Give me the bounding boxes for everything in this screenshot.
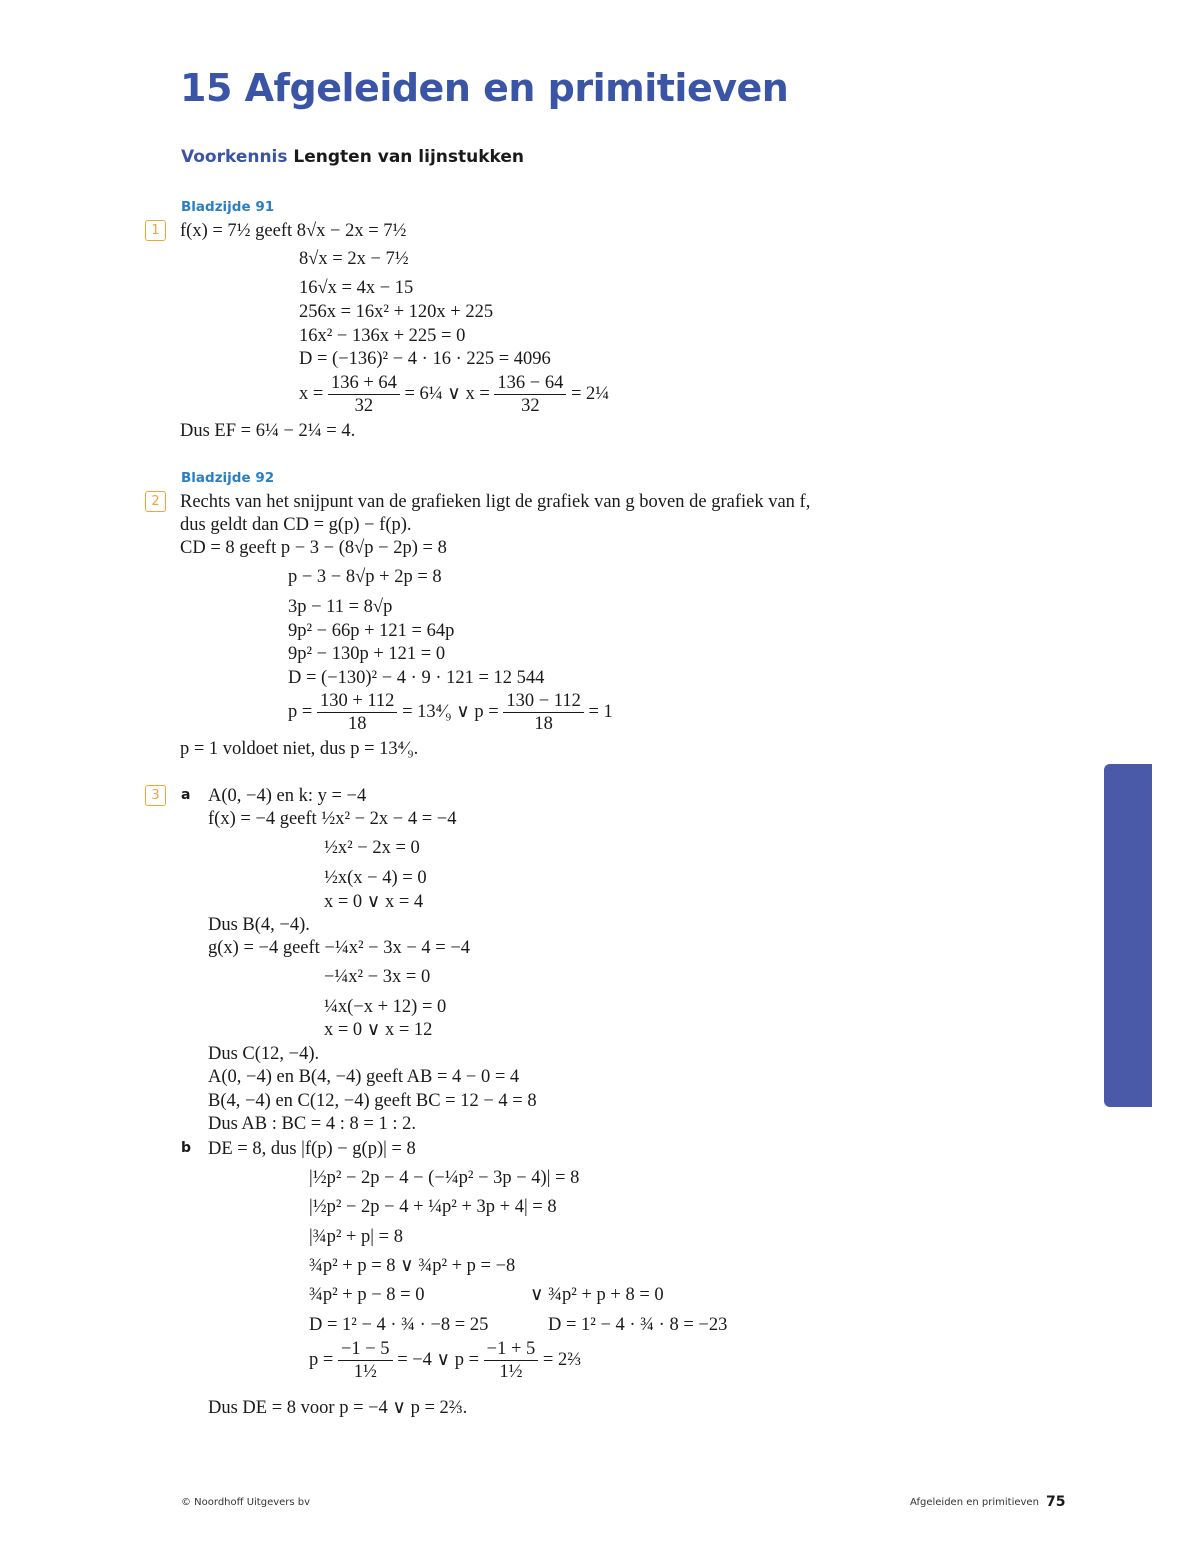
section-name: Lengten van lijnstukken bbox=[293, 147, 525, 167]
ex3a-line: x = 0 ∨ x = 12 bbox=[324, 1020, 433, 1040]
fraction-lhs: x = bbox=[299, 383, 324, 404]
fraction-mid: = 13⁴⁄₉ ∨ p = bbox=[402, 701, 499, 722]
ex2-line: CD = 8 geeft p − 3 − (8√p − 2p) = 8 bbox=[180, 538, 447, 558]
ex1-conclusion: Dus EF = 6¼ − 2¼ = 4. bbox=[180, 421, 356, 441]
section-label: Voorkennis bbox=[181, 147, 288, 167]
fraction-lhs: p = bbox=[309, 1349, 334, 1370]
page-number: 75 bbox=[1046, 1494, 1066, 1510]
fraction-lhs: p = bbox=[288, 701, 313, 722]
ex3b-fraction-line bbox=[309, 1338, 581, 1383]
ex2-fraction-line bbox=[288, 690, 613, 735]
fraction-end: = 1 bbox=[588, 701, 613, 722]
fraction: $\frac{130 - 112}{18}$ bbox=[503, 690, 584, 735]
ex3b-line: D = 1² − 4 · ¾ · −8 = 25 bbox=[309, 1315, 489, 1335]
page-ref-92: Bladzijde 92 bbox=[181, 470, 275, 486]
ex1-line: D = (−136)² − 4 · 16 · 225 = 4096 bbox=[299, 349, 551, 369]
ex3b-line: |½p² − 2p − 4 − (−¼p² − 3p − 4)| = 8 bbox=[309, 1168, 580, 1188]
ex1-line: f(x) = 7½ geeft 8√x − 2x = 7½ bbox=[180, 221, 407, 241]
fraction: $\frac{136 + 64}{32}$ bbox=[328, 372, 400, 417]
ex3a-line: −¼x² − 3x = 0 bbox=[324, 967, 431, 987]
ex3b-conclusion: Dus DE = 8 voor p = −4 ∨ p = 2⅔. bbox=[208, 1398, 468, 1418]
ex3b-line: ∨ ¾p² + p + 8 = 0 bbox=[530, 1285, 664, 1305]
ex1-line: 256x = 16x² + 120x + 225 bbox=[299, 302, 494, 322]
ex3a-line: g(x) = −4 geeft −¼x² − 3x − 4 = −4 bbox=[208, 938, 470, 958]
ex2-conclusion: p = 1 voldoet niet, dus p = 13⁴⁄₉. bbox=[180, 739, 419, 759]
ex3b-line: |¾p² + p| = 8 bbox=[309, 1227, 403, 1247]
subpart-a-label: a bbox=[181, 787, 191, 803]
exercise-number-2: 2 bbox=[145, 491, 166, 512]
ex2-line: p − 3 − 8√p + 2p = 8 bbox=[288, 567, 442, 587]
ex3a-line: f(x) = −4 geeft ½x² − 2x − 4 = −4 bbox=[208, 809, 457, 829]
ex1-fraction-line bbox=[299, 372, 609, 417]
fraction-end: = 2⅔ bbox=[542, 1349, 582, 1370]
fraction: $\frac{136 - 64}{32}$ bbox=[494, 372, 566, 417]
ex3b-line: DE = 8, dus |f(p) − g(p)| = 8 bbox=[208, 1139, 416, 1159]
ex3b-line: D = 1² − 4 · ¾ · 8 = −23 bbox=[548, 1315, 728, 1335]
footer-copyright: © Noordhoff Uitgevers bv bbox=[181, 1497, 311, 1508]
ex3b-line: |½p² − 2p − 4 + ¼p² + 3p + 4| = 8 bbox=[309, 1197, 557, 1217]
ex2-line: 9p² − 66p + 121 = 64p bbox=[288, 621, 455, 641]
ex2-line: Rechts van het snijpunt van de grafieken ligt de grafiek van g boven de grafiek van f, bbox=[180, 492, 811, 512]
ex2-line: 3p − 11 = 8√p bbox=[288, 597, 393, 617]
ex2-line: 9p² − 130p + 121 = 0 bbox=[288, 644, 446, 664]
page-ref-91: Bladzijde 91 bbox=[181, 199, 275, 215]
ex2-line: dus geldt dan CD = g(p) − f(p). bbox=[180, 515, 412, 535]
ex3a-line: B(4, −4) en C(12, −4) geeft BC = 12 − 4 = 8 bbox=[208, 1091, 537, 1111]
ex1-line: 8√x = 2x − 7½ bbox=[299, 249, 409, 269]
fraction: $\frac{-1 + 5}{\text{1½}}$ bbox=[484, 1338, 539, 1383]
ex3a-line: ½x(x − 4) = 0 bbox=[324, 868, 427, 888]
ex3a-line: Dus C(12, −4). bbox=[208, 1044, 320, 1064]
ex3a-line: A(0, −4) en B(4, −4) geeft AB = 4 − 0 = 4 bbox=[208, 1067, 520, 1087]
fraction-end: = 2¼ bbox=[570, 383, 610, 404]
ex3a-line: x = 0 ∨ x = 4 bbox=[324, 892, 424, 912]
ex3b-line: ¾p² + p = 8 ∨ ¾p² + p = −8 bbox=[309, 1256, 516, 1276]
ex3a-line: Dus AB : BC = 4 : 8 = 1 : 2. bbox=[208, 1114, 416, 1134]
fraction: $\frac{130 + 112}{18}$ bbox=[317, 690, 398, 735]
ex3a-line: A(0, −4) en k: y = −4 bbox=[208, 786, 367, 806]
ex1-line: 16√x = 4x − 15 bbox=[299, 278, 414, 298]
ex3a-line: ¼x(−x + 12) = 0 bbox=[324, 997, 447, 1017]
ex3b-line: ¾p² + p − 8 = 0 bbox=[309, 1285, 425, 1305]
fraction-mid: = 6¼ ∨ x = bbox=[404, 383, 490, 404]
page-title: 15 Afgeleiden en primitieven bbox=[180, 66, 789, 110]
section-heading bbox=[181, 147, 524, 167]
chapter-side-tab bbox=[1104, 764, 1152, 1107]
fraction-mid: = −4 ∨ p = bbox=[397, 1349, 480, 1370]
ex3a-line: ½x² − 2x = 0 bbox=[324, 838, 420, 858]
subpart-b-label: b bbox=[181, 1140, 192, 1156]
ex2-line: D = (−130)² − 4 · 9 · 121 = 12 544 bbox=[288, 668, 545, 688]
footer-chapter: Afgeleiden en primitieven bbox=[910, 1497, 1039, 1508]
exercise-number-3: 3 bbox=[145, 785, 166, 806]
ex1-line: 16x² − 136x + 225 = 0 bbox=[299, 326, 466, 346]
fraction: $\frac{-1 - 5}{\text{1½}}$ bbox=[338, 1338, 393, 1383]
ex3a-line: Dus B(4, −4). bbox=[208, 915, 310, 935]
exercise-number-1: 1 bbox=[145, 220, 166, 241]
